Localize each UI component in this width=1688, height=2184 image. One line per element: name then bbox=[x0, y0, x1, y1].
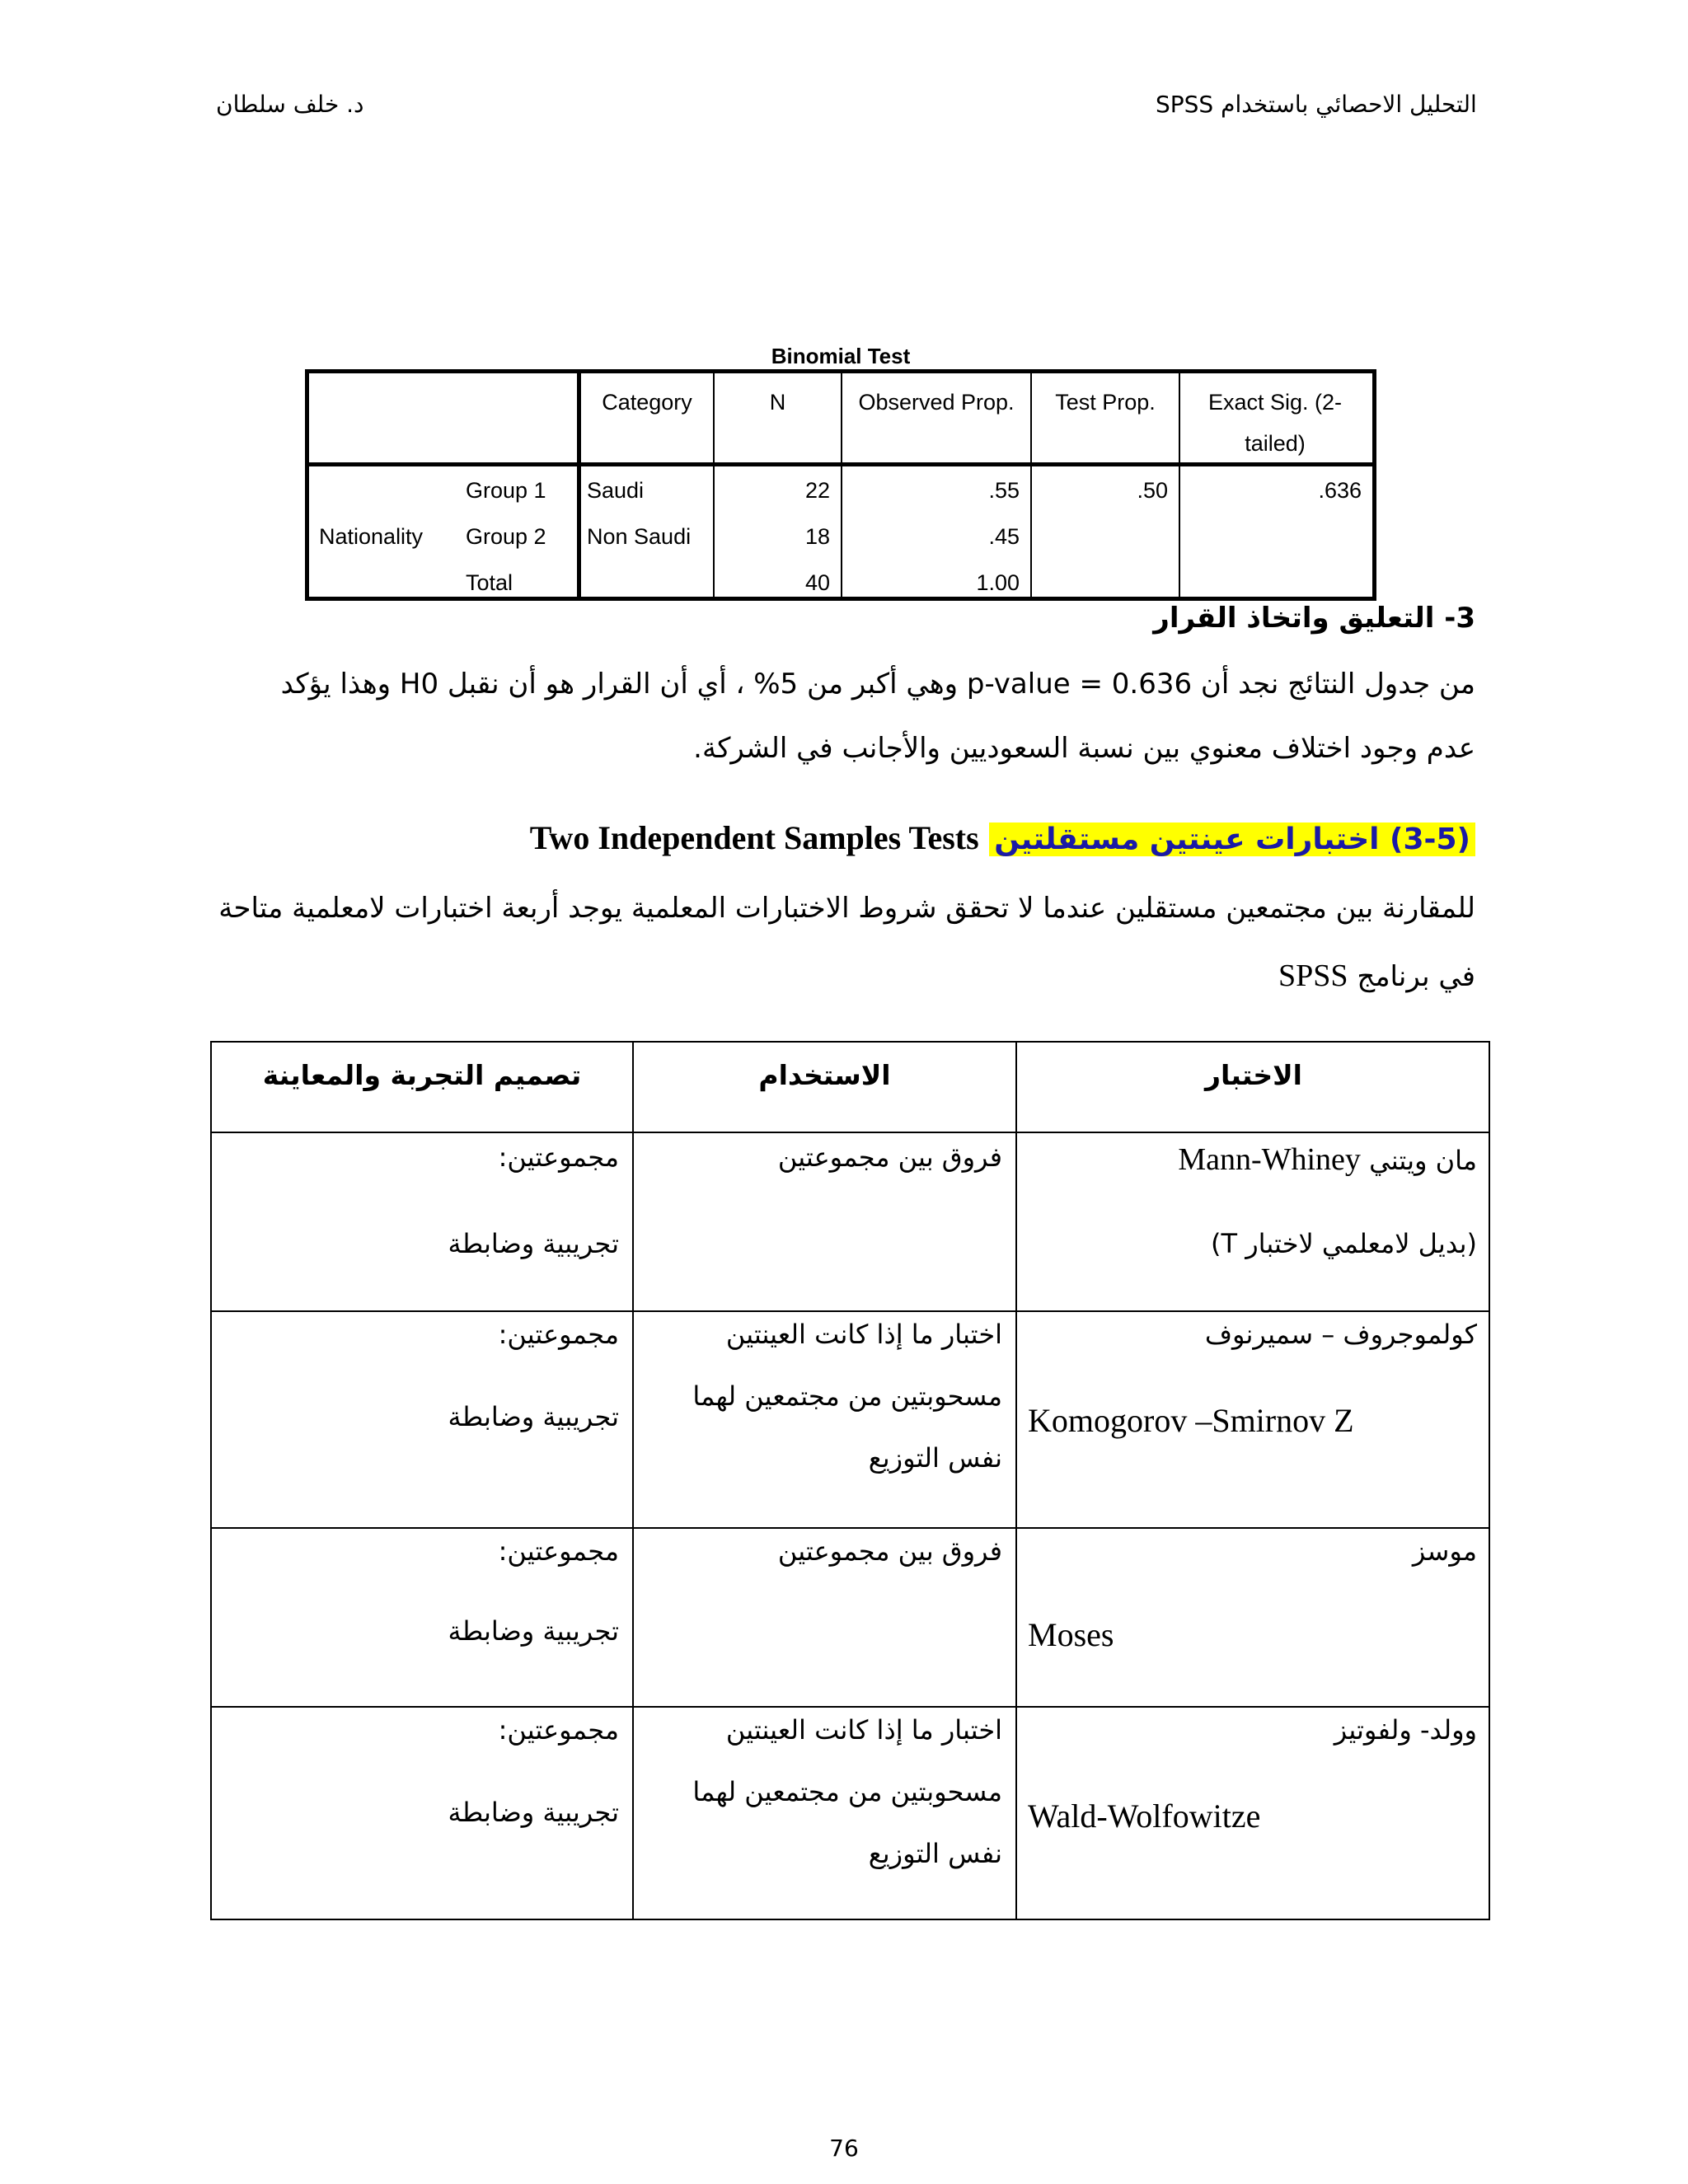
observed-cell: 1.00 bbox=[976, 570, 1020, 595]
sig-cell: .636 bbox=[1318, 478, 1362, 503]
section-3-5-line-2 bbox=[1278, 958, 1475, 994]
binomial-table-title: Binomial Test bbox=[771, 344, 911, 368]
usage-line: فروق بين مجموعتين bbox=[777, 1535, 1002, 1567]
n-cell: 18 bbox=[804, 524, 830, 549]
design-line: تجريبية وضابطة bbox=[448, 1401, 619, 1432]
section-3-5-line-1: للمقارنة بين مجتمعين مستقلين عندما لا تحقق شروط الاختبارات المعلمية يوجد أربعة اختبارات لامعلمية متاحة bbox=[218, 892, 1475, 925]
category-cell: Saudi bbox=[587, 478, 645, 503]
usage-line: اختبار ما إذا كانت العينتين bbox=[725, 1714, 1002, 1746]
usage-line: نفس التوزيع bbox=[868, 1838, 1002, 1869]
header-usage: الاستخدام bbox=[758, 1059, 891, 1091]
category-cell: Non Saudi bbox=[587, 524, 692, 549]
usage-line: نفس التوزيع bbox=[868, 1442, 1002, 1474]
test-name-english: Wald-Wolfowitze bbox=[1028, 1797, 1261, 1835]
test-prop-cell: .50 bbox=[1137, 478, 1168, 503]
section-3-heading: 3- التعليق واتخاذ القرار bbox=[1153, 602, 1475, 635]
test-name-arabic: موسز bbox=[1412, 1535, 1477, 1567]
section-3-5-heading bbox=[530, 818, 1475, 857]
section-3-line-1: من جدول النتائج نجد أن p-value = 0.636 وهي أكبر من 5% ، أي أن القرار هو أن نقبل H0 وهذا يؤكد bbox=[280, 668, 1475, 701]
design-line: مجموعتين: bbox=[498, 1319, 619, 1350]
col-header-test-prop: Test Prop. bbox=[1055, 390, 1156, 415]
usage-line: مسحوبتين من مجتمعين لهما bbox=[692, 1776, 1002, 1807]
design-line: تجريبية وضابطة bbox=[448, 1615, 619, 1647]
usage-line: مسحوبتين من مجتمعين لهما bbox=[692, 1380, 1002, 1412]
design-line: مجموعتين: bbox=[498, 1141, 619, 1173]
section-heading-arabic: (3-5) اختبارات عينتين مستقلتين bbox=[989, 823, 1475, 856]
header-author: د. خلف سلطان bbox=[216, 91, 364, 118]
section-3-line-2: عدم وجود اختلاف معنوي بين نسبة السعوديين والأجانب في الشركة. bbox=[693, 732, 1475, 765]
line-text-spss: SPSS bbox=[1278, 958, 1348, 993]
design-line: تجريبية وضابطة bbox=[448, 1797, 619, 1828]
col-header-exact-sig-2: tailed) bbox=[1245, 431, 1306, 456]
line-text-arabic: في برنامج bbox=[1357, 960, 1475, 993]
n-cell: 40 bbox=[804, 570, 830, 595]
header-test: الاختبار bbox=[1205, 1059, 1302, 1091]
header-design: تصميم التجربة والمعاينة bbox=[262, 1059, 582, 1091]
binomial-table bbox=[305, 369, 1376, 601]
tests-table bbox=[210, 1041, 1490, 1920]
group-label: Group 1 bbox=[466, 478, 546, 503]
group-label: Group 2 bbox=[466, 524, 546, 549]
test-name-arabic: وولد- ولفوتيز bbox=[1334, 1714, 1477, 1746]
usage-line: فروق بين مجموعتين bbox=[777, 1141, 1002, 1173]
observed-cell: .55 bbox=[988, 478, 1020, 503]
test-name-arabic: كولموجروف – سميرنوف bbox=[1204, 1319, 1477, 1350]
col-header-n: N bbox=[769, 390, 786, 415]
group-label: Total bbox=[466, 570, 513, 595]
col-header-exact-sig: Exact Sig. (2- bbox=[1207, 390, 1343, 415]
col-header-category: Category bbox=[602, 390, 692, 415]
design-line: تجريبية وضابطة bbox=[448, 1228, 619, 1259]
design-line: مجموعتين: bbox=[498, 1714, 619, 1746]
design-line: مجموعتين: bbox=[498, 1535, 619, 1567]
page-number: 76 bbox=[829, 2135, 859, 2162]
n-cell: 22 bbox=[804, 478, 830, 503]
test-name-english: Moses bbox=[1028, 1616, 1114, 1653]
row-label-nationality: Nationality bbox=[319, 524, 424, 549]
observed-cell: .45 bbox=[988, 524, 1020, 549]
test-name-arabic: مان ويتني Mann-Whiney bbox=[1178, 1142, 1477, 1177]
test-note: (بديل لامعلمي لاختبار T) bbox=[1210, 1228, 1477, 1259]
test-name-english: Komogorov –Smirnov Z bbox=[1028, 1402, 1354, 1439]
usage-line: اختبار ما إذا كانت العينتين bbox=[725, 1319, 1002, 1350]
col-header-observed: Observed Prop. bbox=[858, 390, 1015, 415]
header-book-title: التحليل الاحصائي باستخدام SPSS bbox=[1156, 91, 1477, 118]
section-heading-english: Two Independent Samples Tests bbox=[529, 819, 979, 856]
